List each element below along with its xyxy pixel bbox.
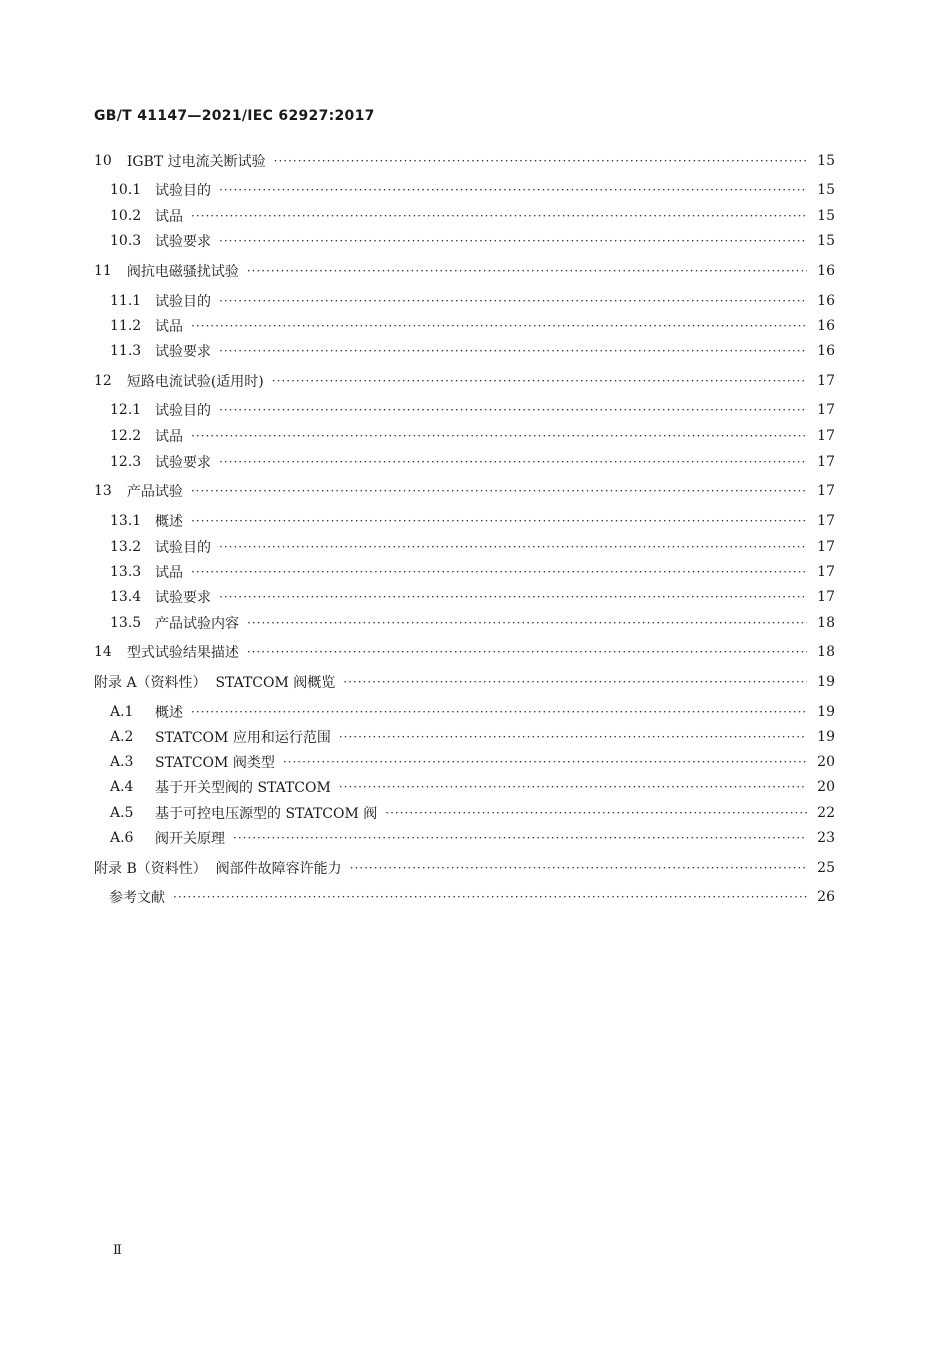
- toc-entry[interactable]: [110, 449, 835, 475]
- toc-entry[interactable]: [110, 559, 835, 585]
- toc-entry[interactable]: [94, 855, 835, 881]
- toc-dot-leader: [233, 830, 807, 846]
- toc-entry-title: 短路电流试验(适用时): [126, 374, 264, 390]
- toc-entry-page: 15: [817, 233, 835, 249]
- toc-entry[interactable]: [110, 825, 835, 851]
- toc-entry[interactable]: [94, 258, 835, 284]
- toc-entry-number: 14: [94, 644, 112, 660]
- toc-entry-number: A.4: [110, 779, 134, 795]
- toc-entry-number: 13.2: [110, 539, 142, 555]
- toc-entry[interactable]: [94, 669, 835, 695]
- toc-dot-leader: [219, 589, 807, 605]
- toc-entry-number: 13.5: [110, 615, 142, 631]
- toc-entry-number: 12.2: [110, 428, 142, 444]
- toc-entry[interactable]: [110, 313, 835, 339]
- toc-entry-number: 13.3: [110, 564, 142, 580]
- toc-entry-page: 22: [817, 805, 835, 821]
- toc-entry-number: 13.4: [110, 589, 142, 605]
- toc-entry[interactable]: [110, 338, 835, 364]
- toc-entry-title: 试验目的: [155, 183, 211, 199]
- toc-entry-number: 11.2: [110, 318, 142, 334]
- toc-entry[interactable]: [110, 397, 835, 423]
- toc-dot-leader: [191, 704, 807, 720]
- toc-dot-leader: [247, 615, 807, 631]
- toc-dot-leader: [350, 860, 807, 876]
- toc-entry[interactable]: [110, 584, 835, 610]
- toc-entry-title: 产品试验: [126, 484, 183, 500]
- toc-entry-title: 阀抗电磁骚扰试验: [126, 264, 239, 280]
- toc-entry-number: A.6: [110, 830, 134, 846]
- toc-entry[interactable]: [94, 884, 835, 910]
- toc-entry-number: 10.2: [110, 208, 142, 224]
- toc-entry-page: 17: [817, 483, 835, 499]
- toc-entry-page: 17: [817, 428, 835, 444]
- toc-entry-page: 26: [817, 889, 835, 905]
- standard-code: GB/T 41147—2021/IEC 62927:2017: [94, 108, 375, 124]
- toc-entry[interactable]: [110, 177, 835, 203]
- toc-entry-page: 17: [817, 373, 835, 389]
- toc-dot-leader: [219, 233, 807, 249]
- toc-dot-leader: [339, 779, 807, 795]
- toc-entry[interactable]: [110, 699, 835, 725]
- toc-entry-number: 11.3: [110, 343, 142, 359]
- toc-entry-page: 16: [817, 343, 835, 359]
- toc-entry-number: A.1: [110, 704, 134, 720]
- toc-entry[interactable]: [110, 508, 835, 534]
- toc-entry-title: 试验目的: [155, 540, 211, 556]
- toc-dot-leader: [283, 754, 807, 770]
- toc-entry-title: 阀开关原理: [155, 831, 225, 847]
- toc-entry-page: 17: [817, 589, 835, 605]
- toc-dot-leader: [274, 153, 807, 169]
- toc-entry-title: 基于开关型阀的 STATCOM: [155, 780, 331, 796]
- toc-entry-number: A.3: [110, 754, 134, 770]
- toc-entry-page: 19: [817, 729, 835, 745]
- toc-dot-leader: [219, 293, 807, 309]
- toc-dot-leader: [191, 208, 807, 224]
- toc-entry-number: 附录 B（资料性）: [94, 861, 207, 877]
- toc-dot-leader: [247, 263, 807, 279]
- toc-entry-title: STATCOM 阀类型: [155, 755, 275, 771]
- toc-entry-title: 概述: [155, 514, 183, 530]
- toc-entry-page: 18: [817, 644, 835, 660]
- toc-entry-page: 15: [817, 182, 835, 198]
- toc-entry-title: 试品: [155, 565, 183, 581]
- toc-entry[interactable]: [94, 639, 835, 665]
- toc-dot-leader: [272, 373, 807, 389]
- toc-entry-title: 试验要求: [155, 590, 211, 606]
- toc-entry-title: STATCOM 应用和运行范围: [155, 730, 331, 746]
- toc-entry[interactable]: [110, 774, 835, 800]
- toc-entry-page: 17: [817, 539, 835, 555]
- toc-entry-number: 11.1: [110, 293, 142, 309]
- toc-dot-leader: [343, 674, 807, 690]
- toc-entry-number: 10: [94, 153, 112, 169]
- toc-entry-title: 试验目的: [155, 294, 211, 310]
- toc-entry[interactable]: [110, 228, 835, 254]
- toc-entry-title: 试验要求: [155, 455, 211, 471]
- toc-entry[interactable]: [110, 423, 835, 449]
- toc-dot-leader: [191, 483, 807, 499]
- toc-entry-page: 16: [817, 293, 835, 309]
- toc-entry-number: A.2: [110, 729, 134, 745]
- toc-entry-page: 15: [817, 153, 835, 169]
- toc-entry-title: 试验目的: [155, 403, 211, 419]
- toc-entry[interactable]: [110, 203, 835, 229]
- toc-dot-leader: [219, 454, 807, 470]
- toc-entry[interactable]: [110, 800, 835, 826]
- toc-entry-title: 阀部件故障容许能力: [206, 861, 342, 877]
- toc-entry-title: 试品: [155, 429, 183, 445]
- toc-entry-page: 17: [817, 513, 835, 529]
- toc-entry-title: 试品: [155, 319, 183, 335]
- toc-entry-page: 17: [817, 564, 835, 580]
- toc-entry-title: IGBT 过电流关断试验: [126, 154, 266, 170]
- toc-entry-title: STATCOM 阀概览: [206, 675, 336, 691]
- toc-entry-number: 10.1: [110, 182, 142, 198]
- toc-entry-title: 产品试验内容: [155, 616, 239, 632]
- toc-dot-leader: [219, 182, 807, 198]
- toc-dot-leader: [191, 513, 807, 529]
- toc-entry-title: 试验要求: [155, 344, 211, 360]
- toc-dot-leader: [191, 564, 807, 580]
- toc-entry-number: 12: [94, 373, 112, 389]
- toc-entry-page: 17: [817, 402, 835, 418]
- toc-entry-number: 附录 A（资料性）: [94, 675, 207, 691]
- toc-entry-page: 19: [817, 704, 835, 720]
- toc-entry-number: 13: [94, 483, 112, 499]
- toc-dot-leader: [191, 318, 807, 334]
- toc-entry-number: 12.1: [110, 402, 142, 418]
- toc-entry-page: 17: [817, 454, 835, 470]
- toc-entry[interactable]: [110, 534, 835, 560]
- toc-entry-page: 23: [817, 830, 835, 846]
- toc-entry-number: 10.3: [110, 233, 142, 249]
- toc-dot-leader: [219, 402, 807, 418]
- page-number: Ⅱ: [113, 1243, 122, 1258]
- toc-entry[interactable]: [110, 288, 835, 314]
- toc-entry-page: 20: [817, 754, 835, 770]
- toc-entry[interactable]: [94, 148, 835, 174]
- toc-entry-page: 19: [817, 674, 835, 690]
- toc-dot-leader: [219, 343, 807, 359]
- toc-dot-leader: [385, 805, 807, 821]
- toc-entry[interactable]: [94, 478, 835, 504]
- toc-entry-page: 20: [817, 779, 835, 795]
- toc-entry[interactable]: [110, 610, 835, 636]
- toc-entry-page: 18: [817, 615, 835, 631]
- toc-entry-title: 基于可控电压源型的 STATCOM 阀: [155, 806, 378, 822]
- toc-entry-title: 型式试验结果描述: [126, 645, 239, 661]
- toc-entry[interactable]: [110, 749, 835, 775]
- toc-dot-leader: [247, 644, 807, 660]
- toc-dot-leader: [173, 889, 807, 905]
- toc-entry-number: 11: [94, 263, 112, 279]
- toc-entry[interactable]: [110, 724, 835, 750]
- toc-dot-leader: [219, 539, 807, 555]
- toc-entry-page: 16: [817, 318, 835, 334]
- toc-entry-number: 13.1: [110, 513, 142, 529]
- toc-entry-number: A.5: [110, 805, 134, 821]
- toc-entry-page: 25: [817, 860, 835, 876]
- toc-entry-title: 试验要求: [155, 234, 211, 250]
- toc-entry[interactable]: [94, 368, 835, 394]
- toc-dot-leader: [339, 729, 807, 745]
- toc-entry-title: 参考文献: [109, 890, 165, 906]
- toc-entry-title: 试品: [155, 209, 183, 225]
- toc-entry-title: 概述: [155, 705, 183, 721]
- toc-entry-page: 16: [817, 263, 835, 279]
- toc-entry-number: 12.3: [110, 454, 142, 470]
- toc-entry-page: 15: [817, 208, 835, 224]
- toc-dot-leader: [191, 428, 807, 444]
